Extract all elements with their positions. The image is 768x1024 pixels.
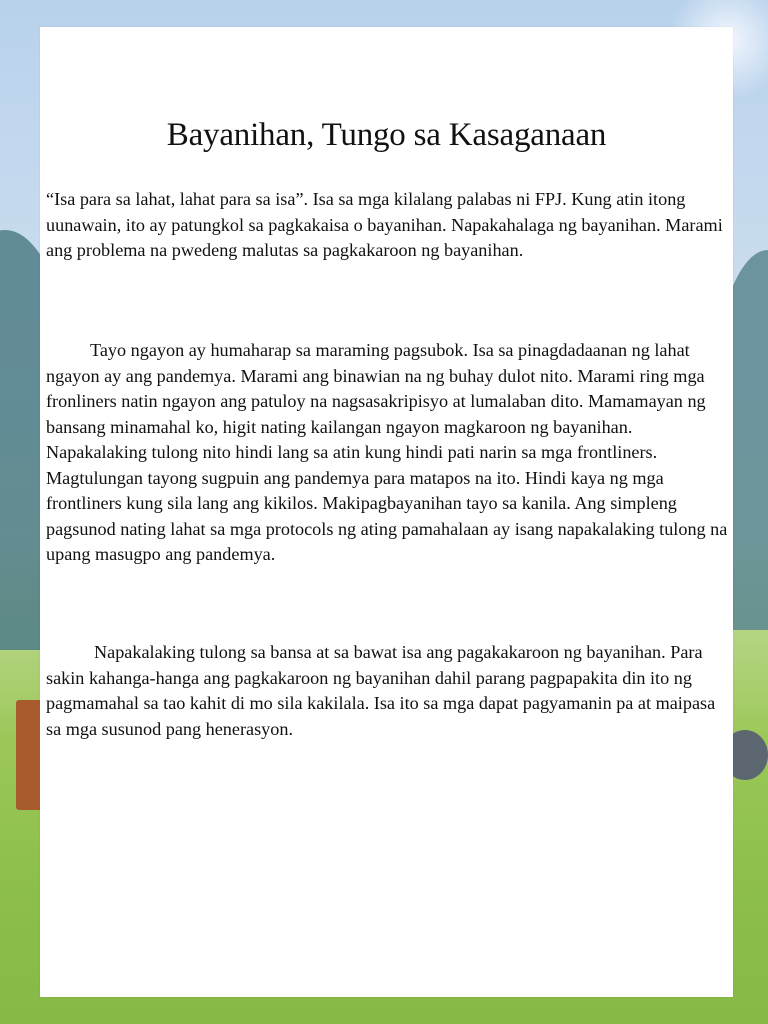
paragraph-2: Tayo ngayon ay humaharap sa maraming pagsubok. Isa sa pinagdadaanan ng lahat ngayon ay ang pandemya. Marami ang binawian na ng buhay dulot nito. Marami ring mga fronliners natin ngayon ang patuloy na nagsasakripisyo at lumalaban dito. Mamamayan ng bansang minamahal ko, higit nating kailangan ngayon magkaroon ng bayanihan. Napakalaking tulong nito hindi lang sa atin kung hindi pati narin sa mga frontliners. Magtulungan tayong sugpuin ang pandemya para matapos na ito. Hindi kaya ng mga frontliners kung sila lang ang kikilos. Makipagbayanihan tayo sa kanila. Ang simpleng pagsunod nating lahat sa mga protocols ng ating pamahalaan ay isang napakalaking tulong na upang masugpo ang pandemya. (46, 340, 728, 564)
document-title: Bayanihan, Tungo sa Kasaganaan (166, 117, 607, 153)
wooden-post (16, 700, 42, 810)
paragraph-3: Napakalaking tulong sa bansa at sa bawat isa ang pagakakaroon ng bayanihan. Para sakin kahanga-hanga ang pagkakaroon ng bayanihan dahil parang pagpapakita din ito ng pagmamahal sa tao kahit di mo sila kakilala. Isa ito sa mga dapat pagyamanin pa at maipasa sa mga susunod pang henerasyon. (46, 642, 716, 739)
paragraph-1: “Isa para sa lahat, lahat para sa isa”. Isa sa mga kilalang palabas ni FPJ. Kung atin itong uunawain, ito ay patungkol sa pagkakaisa o bayanihan. Napakahalaga ng bayanihan. Marami ang problema na pwedeng malutas sa pagkakaroon ng bayanihan. (46, 189, 723, 260)
document-page (40, 27, 733, 997)
